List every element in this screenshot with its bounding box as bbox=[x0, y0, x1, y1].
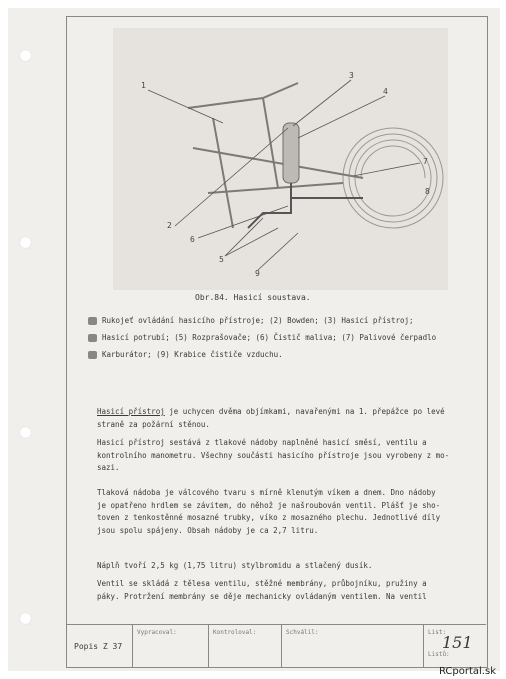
punch-hole bbox=[19, 236, 32, 249]
figure-label-3: 3 bbox=[349, 71, 354, 80]
text-line: jsou spolu spájeny. Obsah nádoby je ca 2,7 litru. bbox=[97, 525, 319, 535]
bullet-marker bbox=[88, 317, 97, 325]
figure-label-4: 4 bbox=[383, 87, 388, 96]
checked-by-cell: Kontroloval: bbox=[208, 625, 279, 667]
document-reference: Popis Z 37 bbox=[74, 642, 123, 651]
paragraph bbox=[97, 560, 477, 573]
figure-label-7: 7 bbox=[423, 157, 428, 166]
text-line: Hasicí přístroj je uchycen dvěma objímkami, navařenými na 1. přepážce po levé bbox=[97, 407, 445, 416]
text-line: páky. Protržení membrány se děje mechanicky ovládaným ventilem. Na ventil bbox=[97, 591, 427, 601]
sheet-number-cell: List: Listů: 151 bbox=[423, 625, 487, 667]
paragraph bbox=[97, 578, 477, 603]
bullet-marker bbox=[88, 351, 97, 359]
text-line: toven z tenkostěnné mosazné trubky, víko z mosazného plechu. Jednotlivé díly bbox=[97, 513, 441, 522]
paragraph bbox=[97, 406, 477, 431]
underlined-term: Hasicí přístroj bbox=[97, 407, 165, 416]
figure-label-6: 6 bbox=[190, 235, 195, 244]
figure-label-2: 2 bbox=[167, 221, 172, 230]
text-line: Tlaková nádoba je válcového tvaru s mírně klenutým víkem a dnem. Dno nádoby bbox=[97, 488, 436, 497]
prepared-by-cell: Vypracoval: bbox=[132, 625, 203, 667]
legend-text: Hasicí potrubí; (5) Rozprašovače; (6) Čistič maliva; (7) Palivové čerpadlo bbox=[102, 333, 437, 342]
legend-item bbox=[88, 333, 436, 342]
text-line: Ventil se skládá z tělesa ventilu, stěžné membrány, průbojníku, pružiny a bbox=[97, 579, 427, 588]
legend-text: Rukojeť ovládání hasicího přístroje; (2) Bowden; (3) Hasicí přístroj; bbox=[102, 316, 414, 325]
figure-label-1: 1 bbox=[141, 81, 146, 90]
figure-label-9: 9 bbox=[255, 269, 260, 278]
legend-item bbox=[88, 350, 283, 359]
figure-caption: Obr.84. Hasicí soustava. bbox=[195, 293, 311, 302]
text-line: straně za požární stěnou. bbox=[97, 419, 210, 429]
punch-hole bbox=[19, 49, 32, 62]
title-block bbox=[66, 624, 486, 667]
fire-extinguisher-system-illustration bbox=[113, 28, 448, 290]
text-line: sazi. bbox=[97, 463, 120, 472]
approved-by-cell: Schválil: bbox=[281, 625, 352, 667]
text-line: Náplň tvoří 2,5 kg (1,75 litru) stylbromidu a stlačený dusík. bbox=[97, 561, 373, 570]
text-line: kontrolního manometru. Všechny součásti hasicího přístroje jsou vyrobeny z mo- bbox=[97, 450, 450, 460]
text-line: je opatřeno hrdlem se závitem, do něhož je našroubován ventil. Plášť je sho- bbox=[97, 500, 441, 510]
paragraph bbox=[97, 437, 477, 475]
punch-hole bbox=[19, 426, 32, 439]
watermark: RCportal.sk bbox=[438, 666, 496, 677]
figure-label-8: 8 bbox=[425, 187, 430, 196]
bullet-marker bbox=[88, 334, 97, 342]
technical-drawing bbox=[113, 28, 448, 290]
text-line: Hasicí přístroj sestává z tlakové nádoby naplněné hasicí směsí, ventilu a bbox=[97, 438, 427, 447]
punch-hole bbox=[19, 612, 32, 625]
paragraph bbox=[97, 487, 477, 537]
legend-item bbox=[88, 316, 414, 325]
legend-text: Karburátor; (9) Krabice čističe vzduchu. bbox=[102, 350, 283, 359]
figure-label-5: 5 bbox=[219, 255, 224, 264]
